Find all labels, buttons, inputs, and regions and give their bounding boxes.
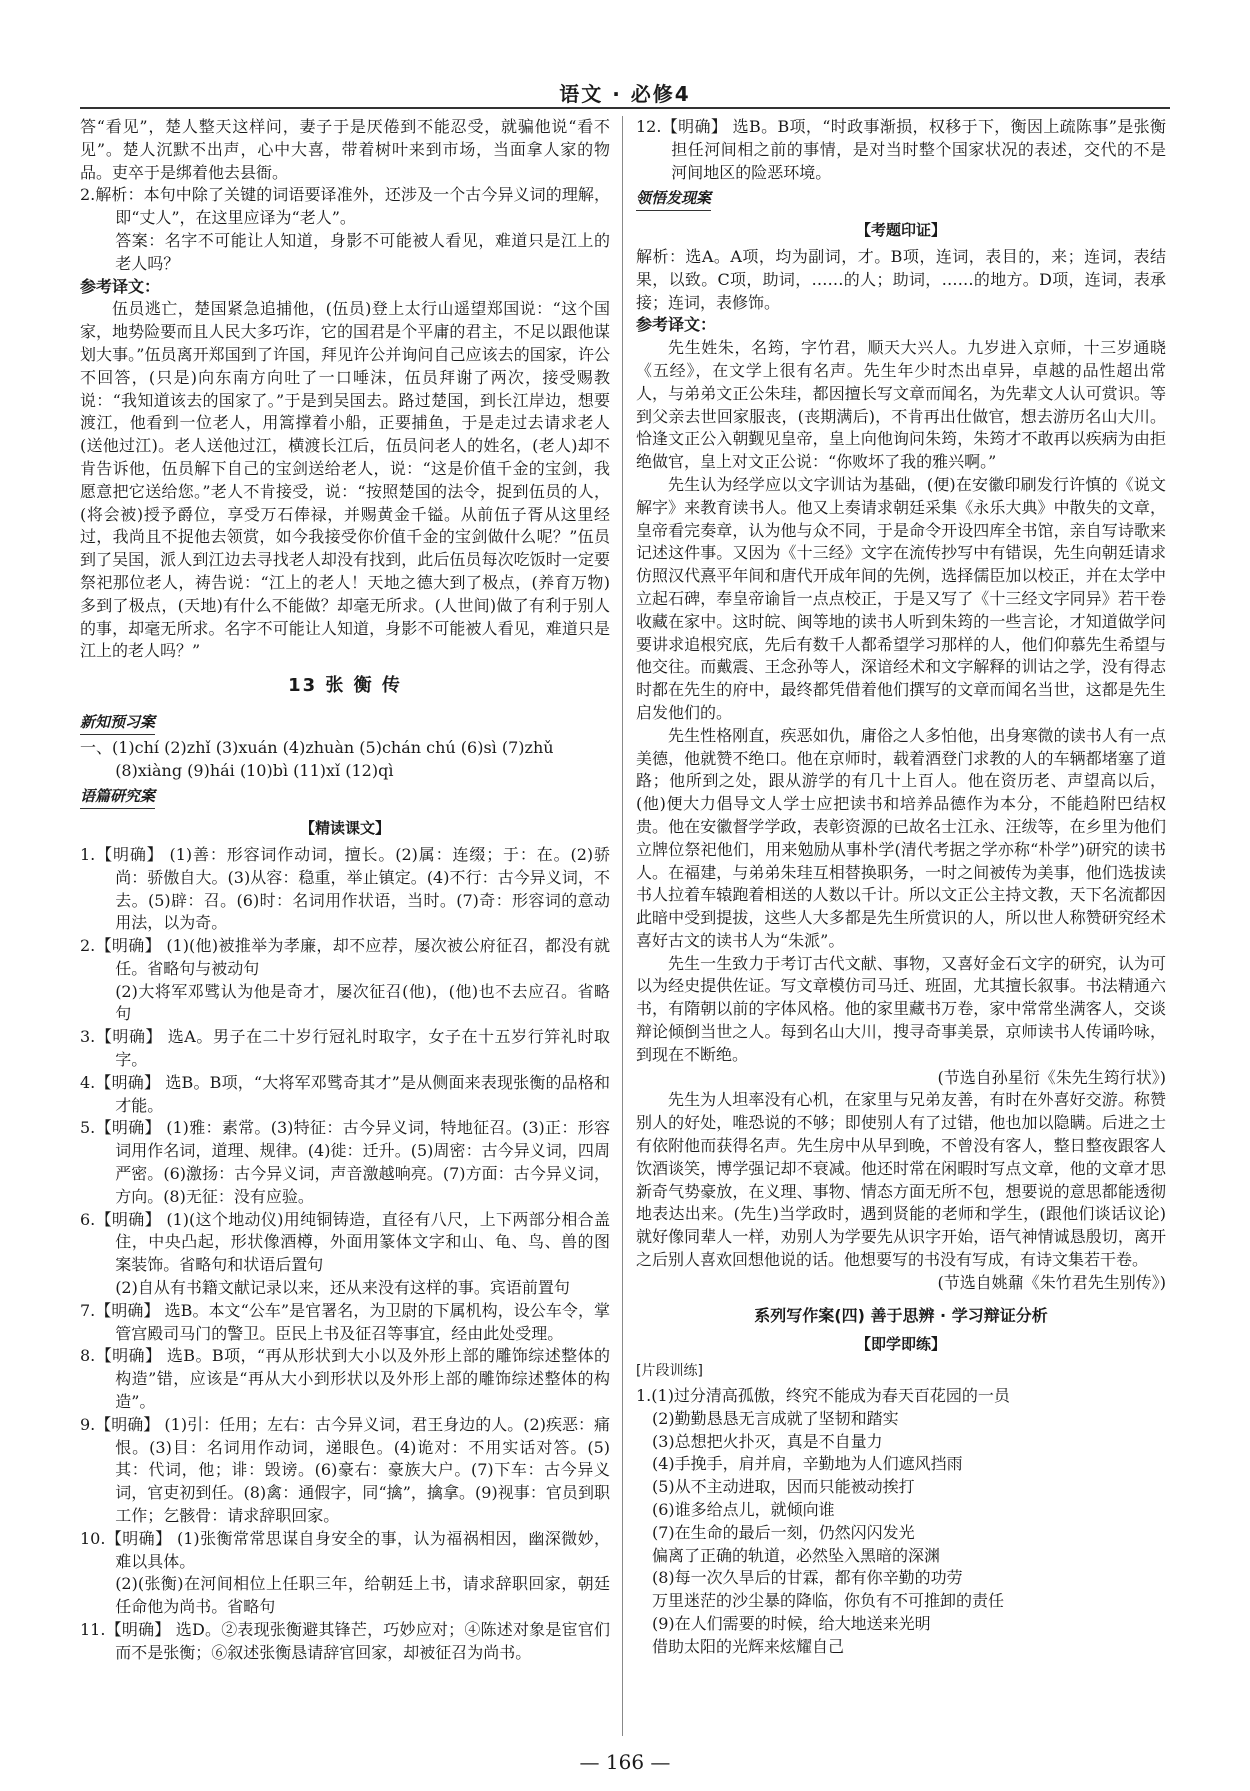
answer-item: 10.【明确】 (1)张衡常常思谋自身安全的事，认为福祸相因，幽深微妙，难以具体。 xyxy=(80,1528,610,1571)
answer-item: 2.【明确】 (1)(他)被推举为孝廉，却不应荐，屡次被公府征召，都没有就任。省略句与被动句 xyxy=(80,936,610,978)
page-header xyxy=(80,78,1170,106)
column-divider xyxy=(622,116,623,1736)
source-citation: (节选自孙星衍《朱先生筠行状》) xyxy=(937,1067,1166,1087)
translation-paragraph: 先生为人坦率没有心机，在家里与兄弟友善，有时在外喜好交游。称赞别人的好处，唯恐说的不够；即使别人有了过错，他也加以隐瞒。后进之士有依附他而获得名声。先生房中从早到晚，不曾没有客人，整日整夜跟客人饮酒谈笑，博学强记却不衰减。他还时常在闲暇时写点文章，他的文章才思新奇气势豪放，在义理、事物、情态方面无所不包，想要说的意思都能透彻地表达出来。(先生)当学政时，遇到贤能的老师和学生，(跟他们谈话议论)就好像同辈人一样，劝别人为学要先从识字开始，语气神情诚恳殷切，离开之后别人喜欢回想他说的话。他想要写的书没有写成，有诗文集若干卷。 xyxy=(636,1090,1166,1270)
writing-section-title: 系列写作案(四) 善于思辨 · 学习辩证分析 xyxy=(754,1305,1048,1325)
translation-paragraph: 先生姓朱，名筠，字竹君，顺天大兴人。九岁进入京师，十三岁通晓《五经》，在文学上很有名声。先生年少时杰出卓异，卓越的品性超出常人，与弟弟文正公朱珪，都因擅长写文章而闻名，为先辈文人认可赏识。等到父亲去世回家服丧，(丧期满后)，不肯再出仕做官，想去游历名山大川。恰逢文正公入朝觐见皇帝，皇上向他询问朱筠，朱筠才不敢再以疾病为由拒绝做官，皇上对文正公说：“你败坏了我的雅兴啊。” xyxy=(636,338,1166,472)
jixue-label: 【即学即练】 xyxy=(855,1335,946,1354)
header-title: 语文 · 必修4 xyxy=(559,82,691,106)
analysis-paragraph: 2.解析：本句中除了关键的词语要译准外，还涉及一个古今异义词的理解，即“丈人”，在这里应译为“老人”。 xyxy=(80,185,610,228)
translation-paragraph: 先生认为经学应以文字训诂为基础，(便)在安徽印刷发行许慎的《说文解字》来教育读书人。他又上奏请求朝廷采集《永乐大典》中散失的文章，皇帝看完奏章，认为他与众不同，于是命令开设四库全书馆，亲自写诗歌来记述这件事。又因为《十三经》文字在流传抄写中有错误，先生向朝廷请求仿照汉代熹平年间和唐代开成年间的先例，选择儒臣加以校正，并在太学中立起石碑，奉皇帝谕旨一点点校正，于是又写了《十三经文字同异》若干卷收藏在家中。这时皖、闽等地的读书人听到朱筠的一些言论，才知道做学问要讲求追根究底，先后有数千人都希望学习那样的人，他们仰慕先生希望与他交往。而戴震、王念孙等人，深谙经术和文字解释的训诂之学，没有得志时都在先生的府中，最终都凭借着他们撰写的文章而闻名当世，这都是先生启发他们的。 xyxy=(636,474,1166,722)
answer-item: 5.【明确】 (1)雅：素常。(3)特征：古今异义词，特地征召。(3)正：形容词用作名词，道理、规律。(4)徙：迁升。(5)周密：古今异义词，四周严密。(6)激扬：古今异义词，声音激越响亮。(7)方面：古今异义词，方向。(8)无征：没有应验。 xyxy=(80,1118,610,1206)
practice-line: (4)手挽手，肩并肩，辛勤地为人们遮风挡雨 xyxy=(652,1454,963,1474)
study-label: 语篇研究案 xyxy=(80,785,155,809)
practice-line: (8)每一次久旱后的甘霖，都有你辛勤的功劳 xyxy=(652,1568,963,1588)
preview-line: (8)xiàng (9)hái (10)bì (11)xǐ (12)qì xyxy=(115,760,394,780)
answer-paragraph: 答案：名字不可能让人知道，身影不可能被人看见，难道只是江上的老人吗？ xyxy=(115,230,610,273)
answer-item: 8.【明确】 选B。B项，“再从形状到大小以及外形上部的雕饰综述整体的构造”错，应该是“再从大小到形状以及外形上部的雕饰综述整体的构造”。 xyxy=(80,1346,610,1412)
section-title: 13 张 衡 传 xyxy=(288,675,402,697)
answer-item: 6.【明确】 (1)(这个地动仪)用纯铜铸造，直径有八尺，上下两部分相合盖住，中央凸起，形状像酒樽，外面用篆体文字和山、龟、鸟、兽的图案装饰。省略句和状语后置句 xyxy=(80,1209,610,1275)
answer-item: (2)自从有书籍文献记录以来，还从来没有这样的事。宾语前置句 xyxy=(115,1278,570,1298)
page-number: — 166 — xyxy=(579,1750,671,1774)
source-citation: (节选自姚鼐《朱竹君先生别传》) xyxy=(937,1272,1166,1292)
answer-item: 11.【明确】 选D。②表现张衡避其锋芒，巧妙应对；④陈述对象是宦官们而不是张衡；⑥叙述张衡恳请辞官回家，却被征召为尚书。 xyxy=(80,1620,610,1662)
translation-paragraph: 先生性格刚直，疾恶如仇，庸俗之人多怕他，出身寒微的读书人有一点美德，他就赞不绝口。他在京师时，载着酒登门求教的人的车辆都堵塞了道路；他所到之处，跟从游学的有几十上百人。他在资历老、声望高以后，(他)便大力倡导文人学士应把读书和培养品德作为本分，不能趋附巴结权贵。他在安徽督学学政，表彰资源的已故名士江永、汪绂等，在乡里为他们立牌位祭祀他们，用来勉励从事朴学(清代考据之学亦称“朴学”)研究的读书人。在福建，与弟弟朱珪互相替换职务，一时之间被传为美事，他们选拔读书人拉着车辕跑着相送的人数以千计。所以文正公主持文教，天下名流都因此暗中受到提拔，这些人大多都是先生所赏识的人，所以世人称赞研究经术喜好古文的读书人为“朱派”。 xyxy=(636,725,1166,950)
practice-line: 万里迷茫的沙尘暴的降临，你负有不可推卸的责任 xyxy=(652,1591,1005,1611)
reference-label: 参考译文： xyxy=(636,315,717,335)
answer-item: 3.【明确】 选A。男子在二十岁行冠礼时取字，女子在十五岁行笄礼时取字。 xyxy=(80,1027,610,1070)
practice-line: (3)总想把火扑灭，真是不自量力 xyxy=(652,1431,883,1451)
practice-line: 偏离了正确的轨道，必然坠入黑暗的深渊 xyxy=(652,1545,941,1565)
reference-label: 参考译文： xyxy=(80,276,161,296)
preview-label: 新知预习案 xyxy=(80,711,155,735)
answer-item: (2)大将军邓骘认为他是奇才，屡次征召(他)，(他)也不去应召。省略句 xyxy=(115,981,610,1024)
lingwu-label: 领悟发现案 xyxy=(636,187,711,211)
kaoti-label: 【考题印证】 xyxy=(855,221,946,240)
answer-item: (2)(张衡)在河间相位上任职三年，给朝廷上书，请求辞职回家，朝廷任命他为尚书。省略句 xyxy=(115,1574,610,1617)
header-rule xyxy=(80,107,1170,109)
practice-line: 1.(1)过分清高孤傲，终究不能成为春天百花园的一员 xyxy=(636,1386,1010,1406)
practice-line: (5)从不主动进取，因而只能被动挨打 xyxy=(652,1477,915,1497)
preview-line: 一、(1)chí (2)zhǐ (3)xuán (4)zhuàn (5)chán chú (6)sì (7)zhǔ xyxy=(80,737,554,757)
right-column xyxy=(636,116,1166,1659)
analysis-paragraph: 解析：选A。A项，均为副词，才。B项，连词，表目的，来；连词，表结果，以致。C项，助词，……的人；助词，……的地方。D项，连词，表承接；连词，表修饰。 xyxy=(636,246,1166,312)
intro-paragraph: 答“看见”，楚人整天这样问，妻子于是厌倦到不能忍受，就骗他说“看不见”。楚人沉默不出声，心中大喜，带着树叶来到市场，当面拿人家的物品。吏卒于是绑着他去县衙。 xyxy=(80,117,610,182)
answer-item: 12.【明确】 选B。B项，“时政事渐损，权移于下，衡因上疏陈事”是张衡担任河间相之前的事情，是对当时整个国家状况的表述，交代的不是河间地区的险恶环境。 xyxy=(636,117,1166,182)
practice-line: (6)谁多给点儿，就倾向谁 xyxy=(652,1500,835,1520)
answer-item: 7.【明确】 选B。本文“公车”是官署名，为卫尉的下属机构，设公车令，掌管宫殿司马门的警卫。臣民上书及征召等事宜，经由此处受理。 xyxy=(80,1300,610,1343)
answer-item: 4.【明确】 选B。B项，“大将军邓骘奇其才”是从侧面来表现张衡的品格和才能。 xyxy=(80,1072,610,1115)
answer-item: 1.【明确】 (1)善：形容词作动词，擅长。(2)属：连缀；于：在。(2)骄尚：骄傲自大。(3)从容：稳重，举止镇定。(4)不行：古今异义词，不去。(5)辟：召。(6)时：名词用作状语，当时。(7)奇：形容词的意动用法，以为奇。 xyxy=(80,844,610,933)
answer-item: 9.【明确】 (1)引：任用；左右：古今异义词，君王身边的人。(2)疾恶：痛恨。(3)目：名词用作动词，递眼色。(4)诡对：不用实话对答。(5)其：代词，他；诽：毁谤。(6)豪右：豪族大户。(7)下车：古今异义词，官吏初到任。(8)禽：通假字，同“擒”，擒拿。(9)视事：官员到职工作；乞骸骨：请求辞职回家。 xyxy=(80,1414,610,1526)
translation-paragraph: 先生一生致力于考订古代文献、事物，又喜好金石文字的研究，认为可以为经史提供佐证。写文章模仿司马迁、班固，尤其擅长叙事。书法精通六书，有隋朝以前的字体风格。他的家里藏书万卷，家中常常坐满客人，交谈辩论倾倒当世之人。每到名山大川，搜寻奇事美景，京师读书人传诵吟咏，到现在不断绝。 xyxy=(636,953,1166,1064)
practice-line: (2)勤勤恳恳无言成就了坚韧和踏实 xyxy=(652,1408,899,1428)
left-column xyxy=(80,116,610,1665)
study-sub-label: 【精读课文】 xyxy=(299,819,390,838)
practice-line: (7)在生命的最后一刻，仍然闪闪发光 xyxy=(652,1522,915,1542)
reference-translation: 伍员逃亡，楚国紧急追捕他，(伍员)登上太行山遥望郑国说：“这个国家，地势险要而且人民大多巧诈，它的国君是个平庸的君主，不足以跟他谋划大事。”伍员离开郑国到了许国，拜见许公并询问自己应该去的国家，许公不回答，(只是)向东南方向吐了一口唾沫，伍员拜谢了两次，接受赐教说：“我知道该去的国家了。”于是到吴国去。路过楚国，到长江岸边，想要渡江，他看到一位老人，用篙撑着小船，正要捕鱼，于是走过去请求老人(送他过江)。老人送他过江，横渡长江后，伍员问老人的姓名，(老人)却不肯告诉他，伍员解下自己的宝剑送给老人，说：“这是价值千金的宝剑，我愿意把它送给您。”老人不肯接受，说：“按照楚国的法令，捉到伍员的人，(将会被)授予爵位，享受万石俸禄，并赐黄金千镒。从前伍子胥从这里经过，我尚且不捉他去领赏，如今我接受你价值千金的宝剑做什么呢？”伍员到了吴国，派人到江边去寻找老人却没有找到，此后伍员每次吃饭时一定要祭祀那位老人，祷告说：“江上的老人！天地之德大到了极点，(养育万物)多到了极点，(天地)有什么不能做？却毫无所求。(人世间)做了有利于别人的事，却毫无所求。名字不可能让人知道，身影不可能被人看见，难道只是江上的老人吗？” xyxy=(80,299,610,661)
pianduan-label: [片段训练] xyxy=(636,1363,703,1380)
practice-line: 借助太阳的光辉来炫耀自己 xyxy=(652,1636,845,1656)
practice-line: (9)在人们需要的时候，给大地送来光明 xyxy=(652,1614,931,1633)
